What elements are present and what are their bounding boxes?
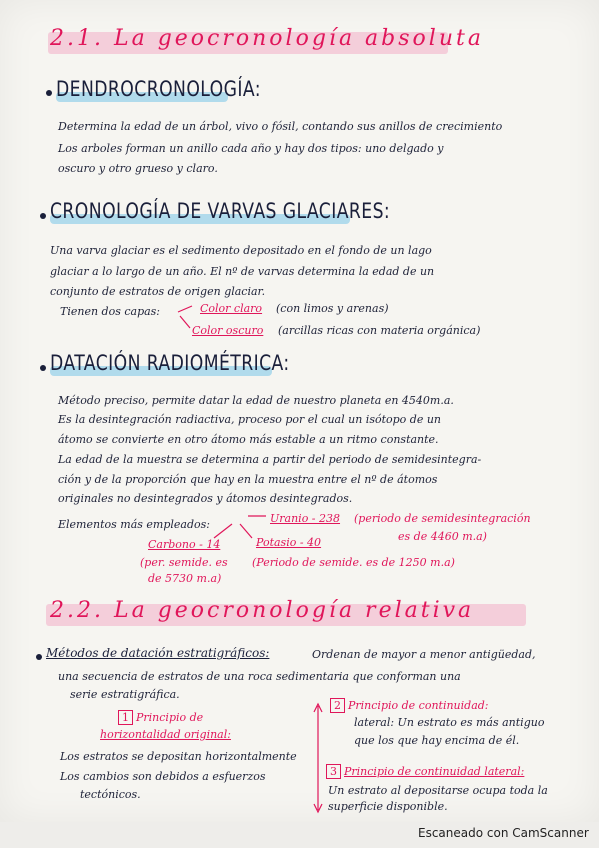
metodos-intro2: una secuencia de estratos de una roca sedimentaria que conforman una bbox=[58, 670, 461, 683]
layer1-desc: (con limos y arenas) bbox=[276, 302, 389, 315]
varvas-line: glaciar a lo largo de un año. El nº de varvas determina la edad de un bbox=[50, 265, 435, 278]
principle1-text: tectónicos. bbox=[80, 788, 141, 801]
dendro-line: Determina la edad de un árbol, vivo o fósil, contando sus anillos de crecimiento bbox=[58, 120, 503, 133]
principle1-text: Los cambios son debidos a esfuerzos bbox=[60, 770, 266, 783]
layer1-name: Color claro bbox=[200, 302, 263, 315]
arrow-to-layer2 bbox=[180, 316, 190, 328]
principle2-text: que los que hay encima de él. bbox=[354, 734, 520, 747]
carbono: Carbono - 14 bbox=[148, 538, 221, 551]
principle3-title: 3 Principio de continuidad lateral: bbox=[326, 764, 524, 779]
principle1-title2: horizontalidad original: bbox=[100, 728, 231, 741]
principle3-number: 3 bbox=[326, 764, 341, 779]
carbono-desc: (per. semide. es bbox=[140, 556, 228, 569]
principle2-number: 2 bbox=[330, 698, 345, 713]
datacion-line: ción y de la proporción que hay en la muestra entre el nº de átomos bbox=[58, 473, 438, 486]
scanner-watermark: Escaneado con CamScanner bbox=[418, 826, 589, 840]
datacion-line: originales no desintegrados y átomos desintegrados. bbox=[58, 492, 353, 505]
principle3-text: superficie disponible. bbox=[328, 800, 448, 813]
principle3-text: Un estrato al depositarse ocupa toda la bbox=[328, 784, 548, 797]
uranio-desc2: es de 4460 m.a) bbox=[398, 530, 487, 543]
dendro-heading: DENDROCRONOLOGÍA: bbox=[56, 77, 261, 101]
potasio-desc: (Periodo de semide. es de 1250 m.a) bbox=[252, 556, 455, 569]
potasio: Potasio - 40 bbox=[256, 536, 322, 549]
uranio: Uranio - 238 bbox=[270, 512, 341, 525]
arrow-to-potasio bbox=[240, 524, 252, 538]
principle1-title: 1 Principio de bbox=[118, 710, 203, 725]
carbono-desc2: de 5730 m.a) bbox=[148, 572, 222, 585]
layer2-name: Color oscuro bbox=[192, 324, 264, 337]
principle2-text: lateral: Un estrato es más antiguo bbox=[354, 716, 545, 729]
varvas-heading: CRONOLOGÍA DE VARVAS GLACIARES: bbox=[50, 199, 391, 223]
layers-label: Tienen dos capas: bbox=[60, 305, 161, 318]
section1-title: 2.1. La geocronología absoluta bbox=[50, 26, 484, 51]
arrow-to-carbono bbox=[214, 524, 232, 538]
dendro-line: Los arboles forman un anillo cada año y hay dos tipos: uno delgado y bbox=[58, 142, 444, 155]
datacion-line: La edad de la muestra se determina a partir del periodo de semidesintegra- bbox=[58, 453, 482, 466]
elements-label: Elementos más empleados: bbox=[58, 518, 210, 531]
principle1-text: Los estratos se depositan horizontalmente bbox=[60, 750, 297, 763]
metodos-intro3: serie estratigráfica. bbox=[70, 688, 180, 701]
metodos-heading: Métodos de datación estratigráficos: bbox=[46, 646, 270, 660]
metodos-intro: Ordenan de mayor a menor antigüedad, bbox=[312, 648, 536, 661]
principle2-title: 2 Principio de continuidad: bbox=[330, 698, 489, 713]
arrow-to-layer1 bbox=[178, 306, 192, 312]
datacion-line: Método preciso, permite datar la edad de nuestro planeta en 4540m.a. bbox=[58, 394, 454, 407]
layer2-desc: (arcillas ricas con materia orgánica) bbox=[278, 324, 481, 337]
dendro-line: oscuro y otro grueso y claro. bbox=[58, 162, 218, 175]
varvas-line: conjunto de estratos de origen glaciar. bbox=[50, 285, 266, 298]
section2-title: 2.2. La geocronología relativa bbox=[50, 598, 475, 623]
datacion-line: Es la desintegración radiactiva, proceso por el cual un isótopo de un bbox=[58, 413, 442, 426]
principle1-number: 1 bbox=[118, 710, 133, 725]
varvas-line: Una varva glaciar es el sedimento depositado en el fondo de un lago bbox=[50, 244, 432, 257]
uranio-desc: (periodo de semidesintegración bbox=[354, 512, 531, 525]
datacion-line: átomo se convierte en otro átomo más estable a un ritmo constante. bbox=[58, 433, 439, 446]
datacion-heading: DATACIÓN RADIOMÉTRICA: bbox=[50, 351, 290, 375]
